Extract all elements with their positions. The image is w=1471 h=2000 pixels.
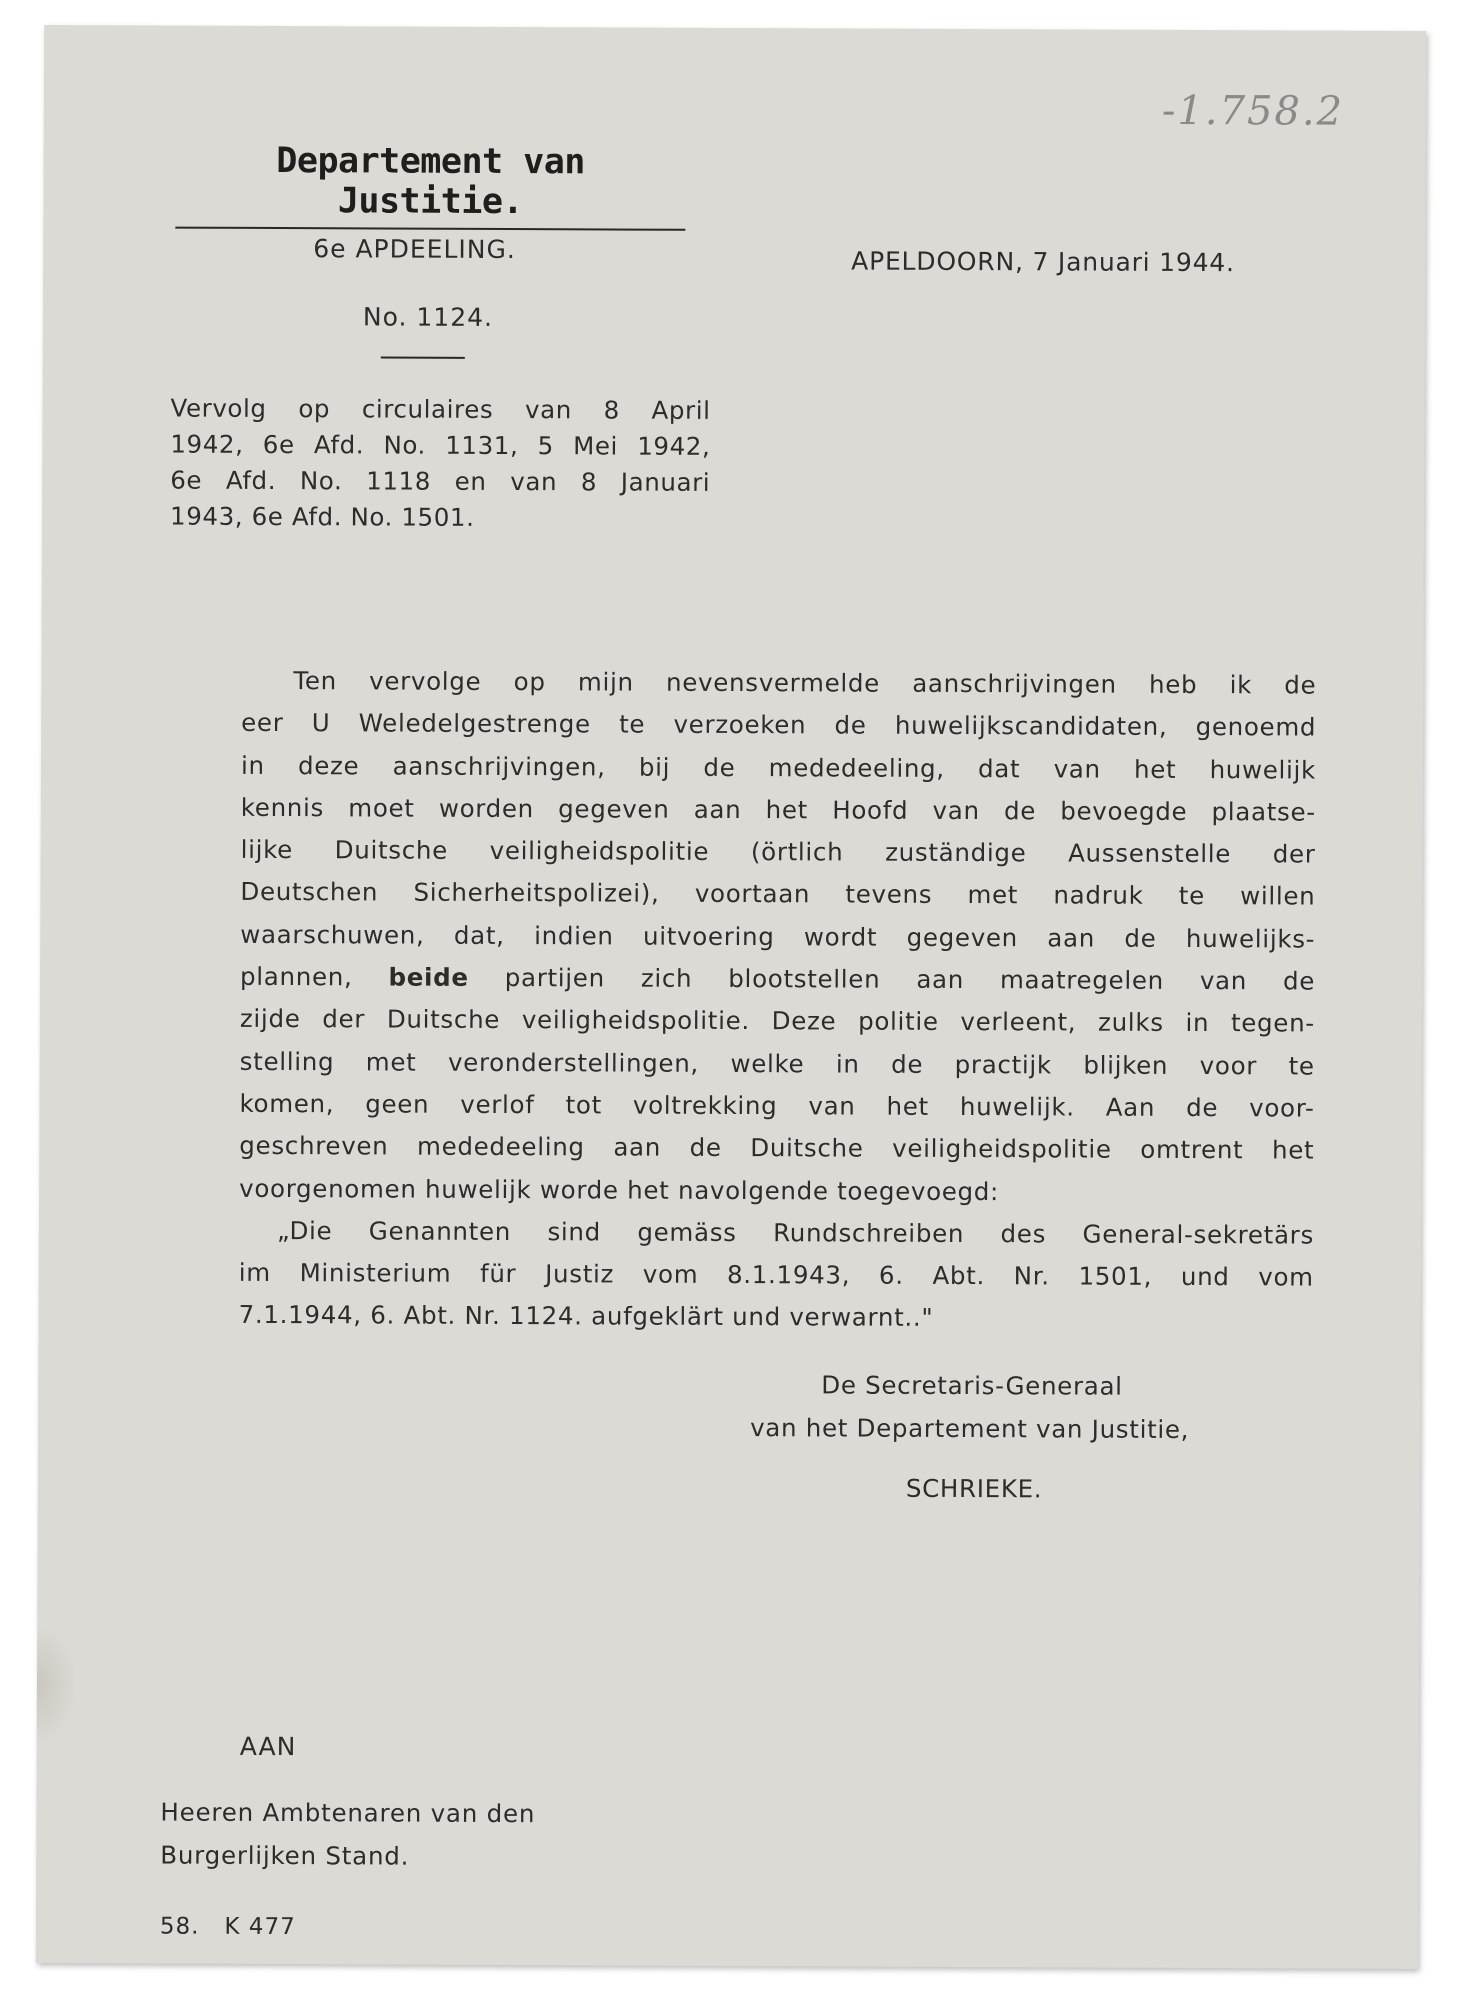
reference-line: Vervolg op circulaires van 8 April — [170, 393, 711, 425]
reference-line: 1943, 6e Afd. No. 1501. — [170, 501, 475, 532]
body-line-emphasis — [240, 956, 1315, 1003]
document-number: No. 1124. — [362, 302, 494, 332]
body-line: kennis moet worden gegeven aan het Hoofd van de bevoegde plaatse- — [240, 792, 1316, 827]
place-date: APELDOORN, 7 Januari 1944. — [851, 246, 1235, 278]
body-line: eer U Weledelgestrenge te verzoeken de huwelijkscandidaten, genoemd — [241, 708, 1317, 742]
division-label: 6e APDEELING. — [313, 234, 516, 265]
body-line: komen, geen verlof tot voltrekking van het huwelijk. Aan de voor- — [239, 1088, 1315, 1123]
quote-line: im Ministerium für Justiz vom 8.1.1943, 6. Abt. Nr. 1501, und vom — [238, 1258, 1314, 1292]
department-heading: Departement van Justitie. — [175, 141, 685, 231]
addressee-line: Heeren Ambtenaren van den — [160, 1797, 536, 1829]
reference-line: 6e Afd. No. 1118 en van 8 Januari — [170, 465, 711, 497]
body-line: waarschuwen, dat, indien uitvoering wordt gegeven aan de huwelijks- — [240, 919, 1316, 954]
body-fragment: plannen, — [240, 961, 353, 992]
body-line: Ten vervolge op mijn nevensvermelde aanschrijvingen heb ik de — [293, 666, 1317, 700]
body-line: zijde der Duitsche veiligheidspolitie. Deze politie verleent, zulks in tegen- — [239, 1004, 1315, 1038]
document-page — [36, 25, 1426, 1969]
signature-name: SCHRIEKE. — [905, 1473, 1043, 1504]
body-line: lijke Duitsche veiligheidspolitie (örtlich zuständige Aussenstelle der — [240, 835, 1316, 869]
body-fragment: partijen zich blootstellen aan maatregelen van de — [504, 963, 1316, 996]
quote-line: „Die Genannten sind gemäss Rundschreiben des General-sekretärs — [276, 1215, 1315, 1250]
addressee-line: Burgerlijken Stand. — [160, 1840, 410, 1871]
letter-body — [239, 660, 1317, 1341]
reference-line: 1942, 6e Afd. No. 1131, 5 Mei 1942, — [170, 429, 711, 461]
footer-code: 58. K 477 — [159, 1913, 296, 1941]
reference-block — [170, 391, 711, 537]
body-line: geschreven mededeeling aan de Duitsche veiligheidspolitie omtrent het — [239, 1131, 1315, 1165]
divider — [381, 356, 465, 358]
emphasis-word: beide — [388, 962, 469, 992]
body-line: in deze aanschrijvingen, bij de mededeeling, dat van het huwelijk — [240, 750, 1317, 785]
signature-department: van het Departement van Justitie, — [750, 1413, 1190, 1445]
body-line: stelling met veronderstellingen, welke in de practijk blijken voor te — [239, 1046, 1315, 1081]
body-line: voorgenomen huwelijk worde het navolgende toegevoegd: — [239, 1173, 1000, 1206]
quote-line: 7.1.1944, 6. Abt. Nr. 1124. aufgeklärt und verwarnt.." — [238, 1300, 934, 1333]
signature-title: De Secretaris-Generaal — [821, 1370, 1123, 1401]
body-line: Deutschen Sicherheitspolizei), voortaan tevens met nadruk te willen — [240, 877, 1316, 912]
addressee-label: AAN — [239, 1731, 297, 1762]
handwritten-note: -1.758.2 — [1161, 87, 1345, 135]
